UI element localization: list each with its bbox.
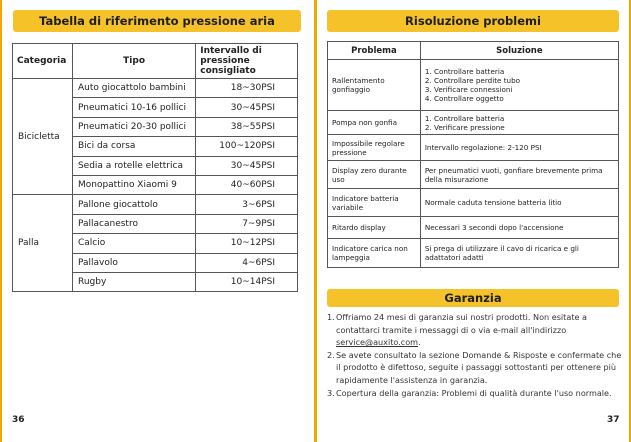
header-interval: Intervallo di pressione consigliato bbox=[196, 44, 298, 79]
solution-cell bbox=[420, 60, 618, 111]
header-category: Categoria bbox=[13, 44, 73, 79]
table-row bbox=[328, 217, 619, 239]
type-cell: Sedia a rotelle elettrica bbox=[72, 156, 195, 175]
type-cell: Bici da corsa bbox=[72, 137, 195, 156]
problem-cell: Indicatore batteria variabile bbox=[328, 189, 421, 217]
table-row bbox=[328, 189, 619, 217]
solution-cell: Si prega di utilizzare il cavo di ricarica e gli adattatori adatti bbox=[420, 239, 618, 268]
problem-cell: Indicatore carica non lampeggia bbox=[328, 239, 421, 268]
table-row bbox=[13, 79, 298, 98]
solution-cell bbox=[420, 111, 618, 135]
category-cell: Bicicletta bbox=[13, 79, 73, 195]
troubleshooting-header bbox=[328, 42, 619, 60]
psi-cell: 4~6PSI bbox=[196, 253, 298, 272]
table-row bbox=[328, 60, 619, 111]
service-email-link[interactable]: service@auxito.com bbox=[336, 337, 419, 348]
warranty-item-text: Se avete consultato la sezione Domande & Risposte e confermate che il prodotto è difettoso, seguite i passaggi sottostanti per ottenere più rapidamente l'assistenza in garanzia. bbox=[336, 349, 622, 385]
left-page-edge bbox=[0, 0, 2, 442]
type-cell: Monopattino Xiaomi 9 bbox=[72, 175, 195, 194]
solution-cell: Intervallo regolazione: 2-120 PSI bbox=[420, 135, 618, 161]
psi-cell: 40~60PSI bbox=[196, 175, 298, 194]
page-number-left: 36 bbox=[12, 415, 25, 425]
table-row bbox=[328, 239, 619, 268]
warranty-item-text: Offriamo 24 mesi di garanzia sui nostri prodotti. Non esitate a contattarci tramite i messaggi di o via e-mail all'indirizzo bbox=[336, 312, 588, 335]
solution-line: 2. Controllare perdite tubo bbox=[424, 76, 521, 85]
left-page bbox=[0, 0, 314, 442]
psi-cell: 10~12PSI bbox=[196, 234, 298, 253]
header-problem: Problema bbox=[328, 42, 421, 60]
psi-cell: 38~55PSI bbox=[196, 117, 298, 136]
table-row bbox=[328, 111, 619, 135]
header-type: Tipo bbox=[72, 44, 195, 79]
warranty-item bbox=[327, 349, 627, 387]
warranty-item bbox=[327, 387, 627, 400]
problem-cell: Pompa non gonfia bbox=[328, 111, 421, 135]
warranty-item-number: 3. bbox=[327, 387, 335, 398]
warranty-item bbox=[327, 311, 627, 349]
type-cell: Pallavolo bbox=[72, 253, 195, 272]
psi-cell: 10~14PSI bbox=[196, 272, 298, 291]
psi-cell: 100~120PSI bbox=[196, 137, 298, 156]
solution-line: 3. Verificare connessioni bbox=[424, 85, 513, 94]
warranty-item-text: Copertura della garanzia: Problemi di qualità durante l'uso normale. bbox=[336, 387, 612, 398]
warranty-item-number: 1. bbox=[327, 312, 335, 322]
table-row bbox=[328, 135, 619, 161]
troubleshooting-table bbox=[327, 41, 619, 268]
pressure-table bbox=[12, 43, 298, 292]
page-number-right: 37 bbox=[607, 415, 620, 425]
type-cell: Pneumatici 20-30 pollici bbox=[72, 117, 195, 136]
table-row bbox=[328, 161, 619, 189]
psi-cell: 3~6PSI bbox=[196, 195, 298, 214]
category-cell: Palla bbox=[13, 195, 73, 292]
solution-line: 1. Controllare batteria bbox=[424, 67, 505, 76]
psi-cell: 18~30PSI bbox=[196, 79, 298, 98]
warranty-list bbox=[327, 311, 627, 399]
troubleshooting-title: Risoluzione problemi bbox=[327, 10, 619, 32]
type-cell: Pallone giocattolo bbox=[72, 195, 195, 214]
problem-cell: Impossibile regolare pressione bbox=[328, 135, 421, 161]
pressure-table-title: Tabella di riferimento pressione aria bbox=[13, 10, 301, 32]
problem-cell: Rallentamento gonfiaggio bbox=[328, 60, 421, 111]
warranty-item-number: 2. bbox=[327, 349, 335, 360]
solution-cell: Per pneumatici vuoti, gonfiare brevemente prima della misurazione bbox=[420, 161, 618, 189]
table-row bbox=[13, 195, 298, 214]
type-cell: Rugby bbox=[72, 272, 195, 291]
solution-line: 1. Controllare batteria bbox=[424, 113, 505, 123]
solution-line: 4. Controllare oggetto bbox=[424, 94, 504, 103]
problem-cell: Ritardo display bbox=[328, 217, 421, 239]
problem-cell: Display zero durante uso bbox=[328, 161, 421, 189]
warranty-item-text-end: . bbox=[418, 337, 421, 348]
pressure-table-header bbox=[13, 44, 298, 79]
warranty-title: Garanzia bbox=[327, 289, 619, 307]
header-solution: Soluzione bbox=[420, 42, 618, 60]
type-cell: Pallacanestro bbox=[72, 214, 195, 233]
solution-cell: Necessari 3 secondi dopo l'accensione bbox=[420, 217, 618, 239]
psi-cell: 30~45PSI bbox=[196, 156, 298, 175]
solution-cell: Normale caduta tensione batteria litio bbox=[420, 189, 618, 217]
type-cell: Pneumatici 10-16 pollici bbox=[72, 98, 195, 117]
psi-cell: 7~9PSI bbox=[196, 214, 298, 233]
solution-line: 2. Verificare pressione bbox=[424, 122, 505, 132]
psi-cell: 30~45PSI bbox=[196, 98, 298, 117]
type-cell: Auto giocattolo bambini bbox=[72, 79, 195, 98]
type-cell: Calcio bbox=[72, 234, 195, 253]
